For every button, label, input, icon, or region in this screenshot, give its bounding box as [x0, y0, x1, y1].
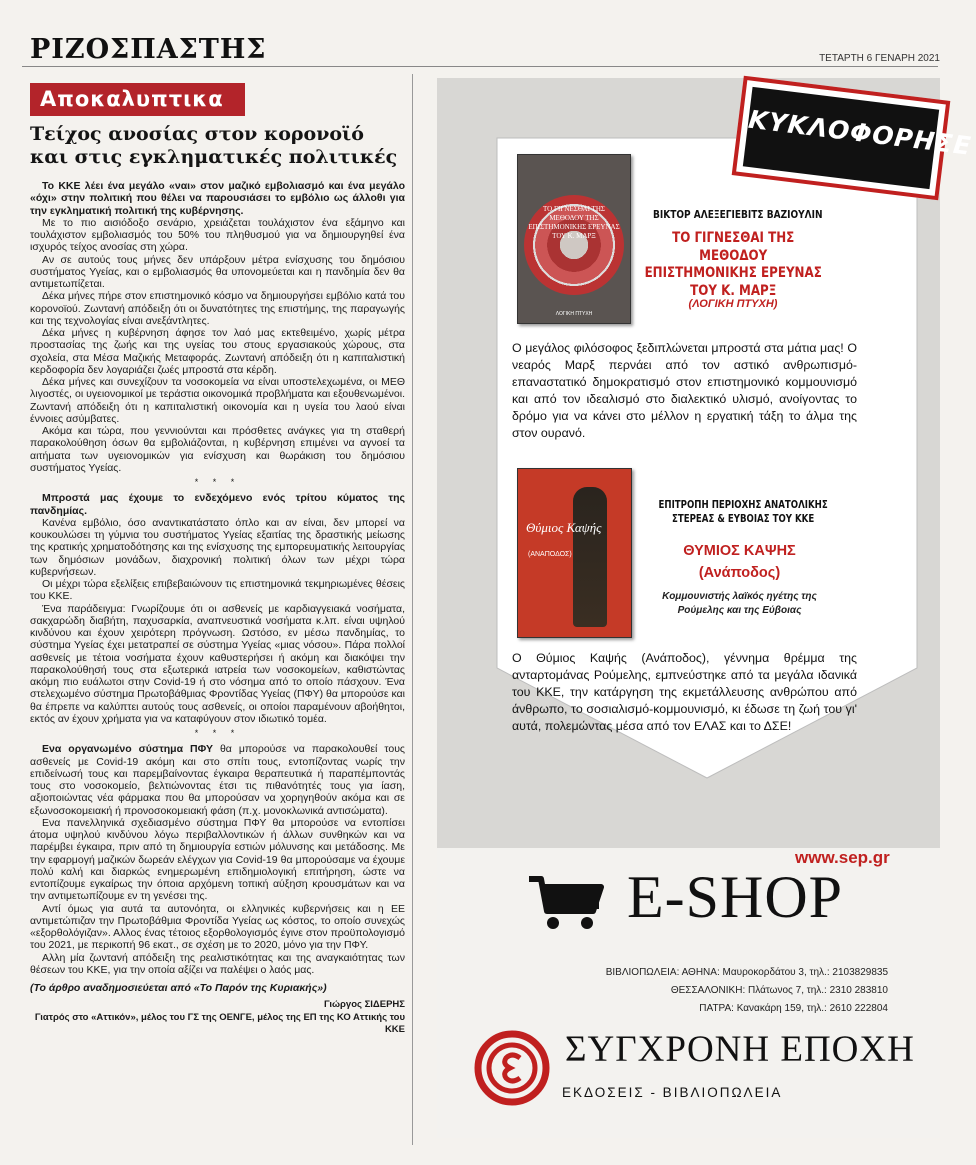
shop-patra: ΠΑΤΡΑ: Κανακάρη 159, τηλ.: 2610 222804 [699, 1003, 888, 1014]
shopping-cart-icon [527, 873, 607, 933]
cover-figure [573, 487, 607, 627]
column-divider [412, 74, 413, 1145]
issue-date: ΤΕΤΑΡΤΗ 6 ΓΕΝΑΡΗ 2021 [819, 53, 940, 64]
author-affiliation: Γιατρός στο «Αττικόν», μέλος του ΓΣ της ΟΕΝΓΕ, μέλος της ΕΠ της ΚΟ Αττικής του ΚΚΕ [34, 1011, 405, 1035]
book-title-alt: (Ανάποδος) [698, 565, 781, 581]
book-description: Ο μεγάλος φιλόσοφος ξεδιπλώνεται μπροστά στα μάτια μας! Ο νεαρός Μαρξ περνάει από τον αστικό ανθρωπισμό-επαναστατικό δημοκρατισμό στον επιστημονικό κομμουνισμό και από τον ιδεαλισμό στο διαλεκτικό υλισμό, ανοίγοντας το δρόμο για να κάνει στο μέλλον η εργατική τάξη το άλμα της στον ουρανό. [512, 341, 857, 440]
paragraph: Δέκα μήνες και συνεχίζουν τα νοσοκομεία να είναι υποστελεχωμένα, οι ΜΕΘ λιγοστές, οι υγειονομικοί με τεράστια οικονομικά προβλήματα και εξουθενωμένοι. Ζωντανή απόδειξη ότι η καπιταλιστική οικονομία και η υγεία του λαού είναι έννοιες ασύμβατες. [30, 376, 405, 425]
article-headline: Τείχος ανοσίας στον κορονοϊό και στις εγκληματικές πολιτικές [30, 123, 398, 168]
cover-subtitle: ΛΟΓΙΚΗ ΠΤΥΧΗ [555, 311, 593, 317]
article-body [30, 180, 405, 1036]
cover-subtitle: (ΑΝΑΠΟΔΟΣ) [528, 551, 572, 558]
paragraph: Ενα πανελληνικά σχεδιασμένο σύστημα ΠΦΥ θα μπορούσε να εντοπίσει άτομα υψηλού κινδύνου λόγω περιβαλλοντικών ή άλλων συνθηκών και να παρέμβει έγκαιρα, πριν από τη δημιουργία εστιών μόλυνσης και μετάδοσης. Με την εφαρμογή μαζικών δωρεάν ελέγχων για Covid-19 θα μπορούσαμε να έχουμε πολύ καλή και διαρκώς ενημερωμένη επιδημιολογική επιτήρηση, ώστε να εντοπίζουμε εγκαίρως την όποια αρχόμενη τοπική αύξηση κρουσμάτων και να την αντιμετωπίζουμε εν τη γενέσει της. [30, 816, 405, 903]
publisher-name: ΣΥΓΧΡΟΝΗ ΕΠΟΧΗ [565, 1029, 915, 1070]
section-divider: * * * [194, 477, 241, 487]
paragraph: Κανένα εμβόλιο, όσο αναντικατάστατο όπλο και αν είναι, δεν μπορεί να κουκουλώσει τη γύμνια του συστήματος Υγείας εξαιτίας της δραστικής μείωσης της κρατικής χρηματοδότησης και της ενίσχυσης της εμπορευματικής λειτουργίας των δημόσιων μονάδων, διαχρονική πολιτική όλων των μέχρι τώρα κυβερνήσεων. [30, 516, 405, 578]
author-name: Γιώργος ΣΙΔΕΡΗΣ [323, 999, 405, 1011]
paragraph: Με το πιο αισιόδοξο σενάριο, χρειάζεται τουλάχιστον ένα εξάμηνο και τουλάχιστον εμβολιασμός του 50% του πληθυσμού για να δημιουργηθεί ένα ισχυρός τείχος ανοσίας στη χώρα. [30, 216, 405, 254]
book-publisher: ΕΠΙΤΡΟΠΗ ΠΕΡΙΟΧΗΣ ΑΝΑΤΟΛΙΚΗΣ ΣΤΕΡΕΑΣ & ΕΥΒΟΙΑΣ ΤΟΥ ΚΚΕ [658, 499, 828, 525]
section-label: Αποκαλυπτικα [30, 83, 245, 116]
book-title [652, 540, 827, 584]
paragraph-lead: Ενα οργανωμένο σύστημα ΠΦΥ [42, 743, 213, 756]
book-cover-marx[interactable] [517, 154, 631, 324]
publisher-logo-icon [472, 1028, 552, 1108]
book-title: ΤΟ ΓΙΓΝΕΣΘΑΙ ΤΗΣ ΜΕΘΟΔΟΥ ΕΠΙΣΤΗΜΟΝΙΚΗΣ ΕΡΕΥΝΑΣ ΤΟΥ Κ. ΜΑΡΞ [644, 230, 822, 299]
masthead-logo: ΡΙΖΟΣΠΑΣΤΗΣ [30, 34, 267, 65]
eshop-title: E-SHOP [627, 864, 844, 930]
republish-note: (Το άρθρο αναδημοσιεύεται από «Το Παρόν της Κυριακής») [30, 982, 327, 994]
shop-athens: ΒΙΒΛΙΟΠΩΛΕΙΑ: ΑΘΗΝΑ: Μαυροκορδάτου 3, τηλ.: 2103829835 [605, 967, 888, 978]
paragraph: Ακόμα και τώρα, που γεννιούνται και πρόσθετες ανάγκες για τη σταθερή παρακολούθηση όσων θα εμβολιάζονται, η κυβέρνηση επιμένει να αγνοεί τα αιτήματα των υγειονομικών για ενίσχυση και θωράκιση του δημόσιου συστήματος Υγείας. [30, 425, 405, 474]
paragraph [30, 743, 405, 817]
website-link[interactable]: www.sep.gr [795, 848, 890, 867]
book-title-main: ΘΥΜΙΟΣ ΚΑΨΗΣ [683, 543, 796, 559]
stamp-text: ΚΥΚΛΟΦΟΡΗΣΕ [746, 104, 974, 161]
cover-title: Θύμιος Καψής [526, 520, 602, 535]
cover-title: ΤΟ ΓΙΓΝΕΣΘΑΙ ΤΗΣ ΜΕΘΟΔΟΥ ΤΗΣ ΕΠΙΣΤΗΜΟΝΙΚΗΣ ΕΡΕΥΝΑΣ ΤΟΥ Κ. ΜΑΡΞ [528, 205, 620, 240]
paragraph: Δέκα μήνες πήρε στον επιστημονικό κόσμο να δημιουργήσει εμβόλιο κατά του κορονοϊού. Ζωντανή απόδειξη ότι οι δυνατότητες της επιστήμης, της παραγωγής και της τεχνολογίας είναι ανεξάντλητες. [30, 290, 405, 327]
section-divider: * * * [194, 728, 241, 738]
book-cover-kapsis[interactable] [517, 468, 632, 638]
paragraph-text: θα μπορούσε να παρακολουθεί τους ασθενείς με Covid-19 ακόμη και στο σπίτι τους, εντοπίζοντας νωρίς την επιδείνωσή τους και παρεμβαίνοντας έγκαιρα θεραπευτικά ή παραπέμποντάς τους στο νοσοκομείο, βελτιώνοντας έτσι τις πιθανότητές τους για ίαση, αξιοποιώντας νέα φάρμακα που θα μπορούσαν να χορηγηθούν ακόμα και σε εξωνοσοκομειακή ή προνοσοκομειακή φάση (π.χ. μονοκλωνικά αντισώματα). [30, 743, 405, 817]
bookshop-addresses [606, 964, 888, 1018]
paragraph: Το ΚΚΕ λέει ένα μεγάλο «ναι» στον μαζικό εμβολιασμό και ένα μεγάλο «όχι» στην πολιτική που θέλει να παρουσιάσει το εμβόλιο ως άλλοθι για την εγκληματική πολιτική της κυβέρνησης. [30, 180, 405, 217]
book-advertisement [437, 78, 974, 1138]
shop-thessaloniki: ΘΕΣΣΑΛΟΝΙΚΗ: Πλάτωνος 7, τηλ.: 2310 283810 [670, 985, 888, 996]
paragraph: Αντί όμως για αυτά τα αυτονόητα, οι ελληνικές κυβερνήσεις και η ΕΕ αντιμετώπιζαν την Πρωτοβάθμια Φροντίδα Υγείας ως κόστος, το οποίο συνεχώς «εξορθολόγιζαν». Αλλος ένας τέτοιος εξορθολογισμός έγινε στον προϋπολογισμό του 2021, με περικοπή 96 εκατ., σε σχέση με το 2020, μόνο για την ΠΦΥ. [30, 902, 405, 952]
book-description: Ο Θύμιος Καψής (Ανάποδος), γέννημα θρέμμα της ανταρτομάνας Ρούμελης, εμπνεύστηκε από τα μεγάλα ιδανικά του ΚΚΕ, την κατάργηση της εκμετάλλευσης ανθρώπου από άνθρωπο, το σοσιαλισμό-κομμουνισμό, κι έδωσε τη ζωή του γι' αυτά, πολεμώντας μέσα από τον ΕΛΑΣ και το ΔΣΕ! [512, 651, 857, 733]
stamp-inner [743, 87, 974, 189]
paragraph: Αν σε αυτούς τους μήνες δεν υπάρξουν μέτρα ενίσχυσης του δημόσιου συστήματος Υγείας, και ο εμβολιασμός θα υπονομεύεται και η πανδημία δεν θα αντιμετωπίζεται. [30, 253, 405, 290]
paragraph: Οι μέχρι τώρα εξελίξεις επιβεβαιώνουν τις επιστημονικά τεκμηριωμένες θέσεις του ΚΚΕ. [30, 578, 405, 603]
masthead-rule [22, 66, 938, 67]
book-author: ΒΙΚΤΟΡ ΑΛΕΞΕΓΙΕΒΙΤΣ ΒΑΖΙΟΥΛΙΝ [653, 208, 823, 221]
paragraph: Μπροστά μας έχουμε το ενδεχόμενο ενός τρίτου κύματος της πανδημίας. [30, 492, 405, 517]
paragraph: Αλλη μία ζωντανή απόδειξη της ρεαλιστικότητας και της αναγκαιότητας των θέσεων του ΚΚΕ, για την οποία αξίζει να παλέψει ο λαός μας. [30, 951, 405, 976]
chevron-panel [437, 78, 974, 858]
paragraph: Ένα παράδειγμα: Γνωρίζουμε ότι οι ασθενείς με καρδιαγγειακά νοσήματα, σακχαρώδη διαβήτη, παχυσαρκία, αναπνευστικά νοσήματα κ.λπ. είναι υψηλού κινδύνου και έχουν χειρότερη πρόγνωση. Ωστόσο, εν μέσω πανδημίας, το σύστημα Υγείας έχει μετατραπεί σε σύστημα Υγείας «μιας νόσου». Πάρα πολλοί ασθενείς με τέτοια νοσήματα έχουν καθυστερήσει ή ακόμη και διακόψει την παρακολούθησή τους στα εξωτερικά ιατρεία των νοσοκομείων, καθιστώντας ακόμη πιο ευάλωτοι στην Covid-19 ή στο νόσημα από το οποίο πάσχουν. Ένα στελεχωμένο σύστημα Πρωτοβάθμιας Φροντίδας Υγείας (ΠΦΥ) θα μπορούσε και θα έπρεπε να καλύπτει αυτούς τους ασθενείς, οι οποίοι παραμένουν αβοήθητοι, εκτός αν έχουν χρήματα για να καταφύγουν στον ιδιωτικό τομέα. [30, 602, 405, 725]
publisher-tagline: ΕΚΔΟΣΕΙΣ - ΒΙΒΛΙΟΠΩΛΕΙΑ [562, 1085, 783, 1100]
paragraph: Δέκα μήνες η κυβέρνηση άφησε τον λαό μας εκτεθειμένο, χωρίς μέτρα προστασίας της ζωής και της υγείας του στους εργασιακούς χώρους, στα σχολεία, στα Μέσα Μαζικής Μεταφοράς. Ζωντανή απόδειξη ότι η καπιταλιστική κερδοφορία δεν λογαριάζει ζωές μπροστά στα κέρδη. [30, 327, 405, 376]
book-subtitle: (ΛΟΓΙΚΗ ΠΤΥΧΗ) [688, 298, 778, 310]
book-subtitle: Κομμουνιστής λαϊκός ηγέτης της Ρούμελης και της Εύβοιας [662, 591, 817, 616]
